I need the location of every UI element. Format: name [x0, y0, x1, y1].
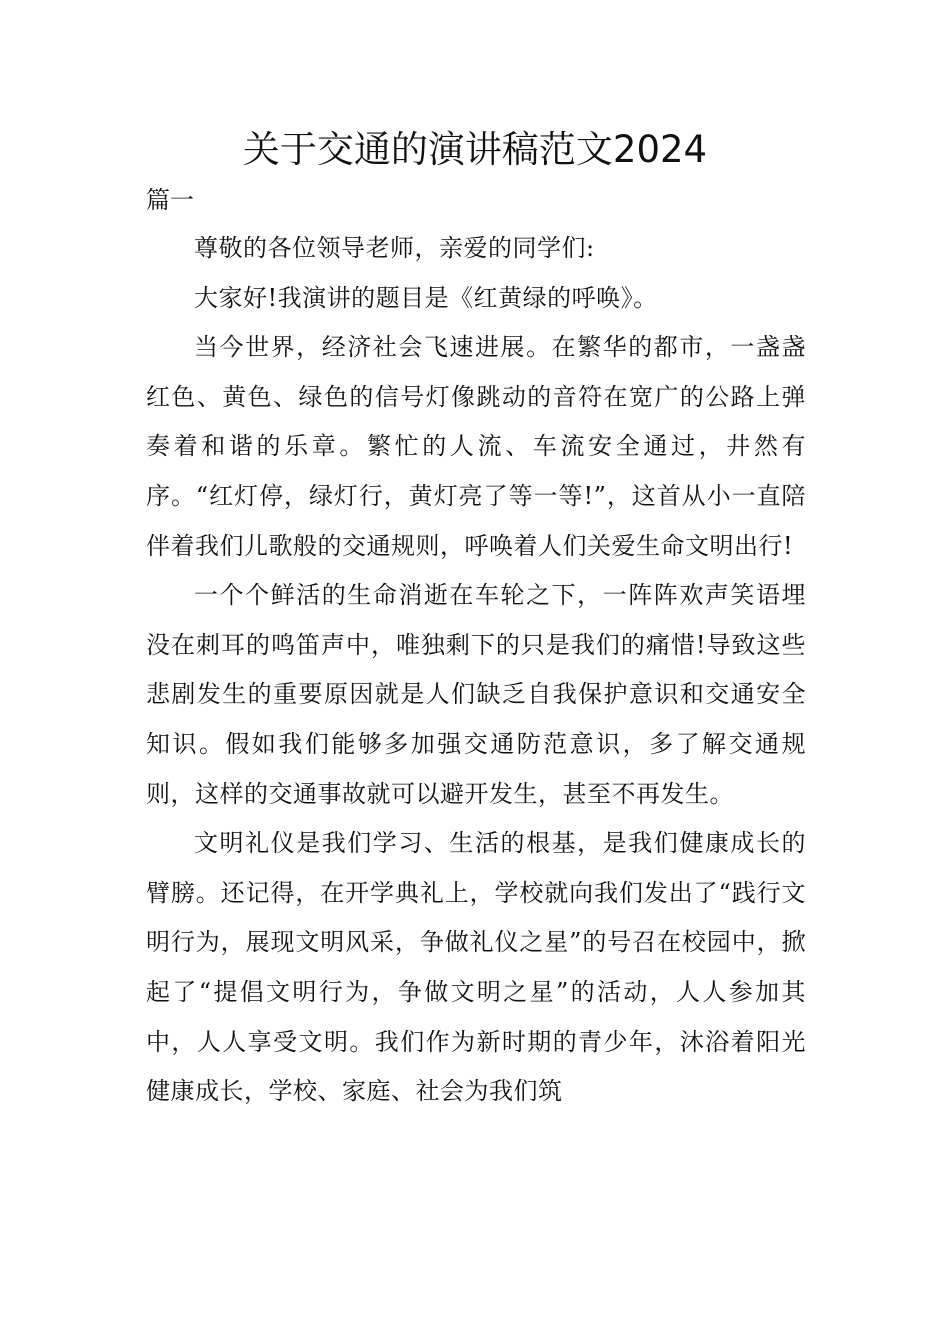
document-body: [146, 224, 806, 1117]
document-title: 关于交通的演讲稿范文2024: [242, 128, 708, 171]
paragraph-civility: 文明礼仪是我们学习、生活的根基，是我们健康成长的臂膀。还记得，在开学典礼上，学校就向我们发出了“践行文明行为，展现文明风采，争做礼仪之星”的号召在校园中，掀起了“提倡文明行为，争做文明之星”的活动，人人参加其中，人人享受文明。我们作为新时期的青少年，沐浴着阳光健康成长，学校、家庭、社会为我们筑: [146, 829, 806, 1106]
section-label: 篇一: [146, 186, 194, 214]
paragraph-accidents: 一个个鲜活的生命消逝在车轮之下，一阵阵欢声笑语埋没在刺耳的鸣笛声中，唯独剩下的只是我们的痛惜!导致这些悲剧发生的重要原因就是人们缺乏自我保护意识和交通安全知识。假如我们能够多加强交通防范意识，多了解交通规则，这样的交通事故就可以避开发生，甚至不再发生。: [146, 581, 806, 808]
paragraph-greeting: 尊敬的各位领导老师，亲爱的同学们:: [194, 234, 595, 262]
paragraph-intro: 大家好!我演讲的题目是《红黄绿的呼唤》。: [194, 283, 658, 312]
paragraph-traffic-lights: 当今世界，经济社会飞速进展。在繁华的都市，一盏盏红色、黄色、绿色的信号灯像跳动的音符在宽广的公路上弹奏着和谐的乐章。繁忙的人流、车流安全通过，井然有序。“红灯停，绿灯行，黄灯亮了等一等!”，这首从小一直陪伴着我们儿歌般的交通规则，呼唤着人们关爱生命文明出行!: [146, 333, 806, 560]
